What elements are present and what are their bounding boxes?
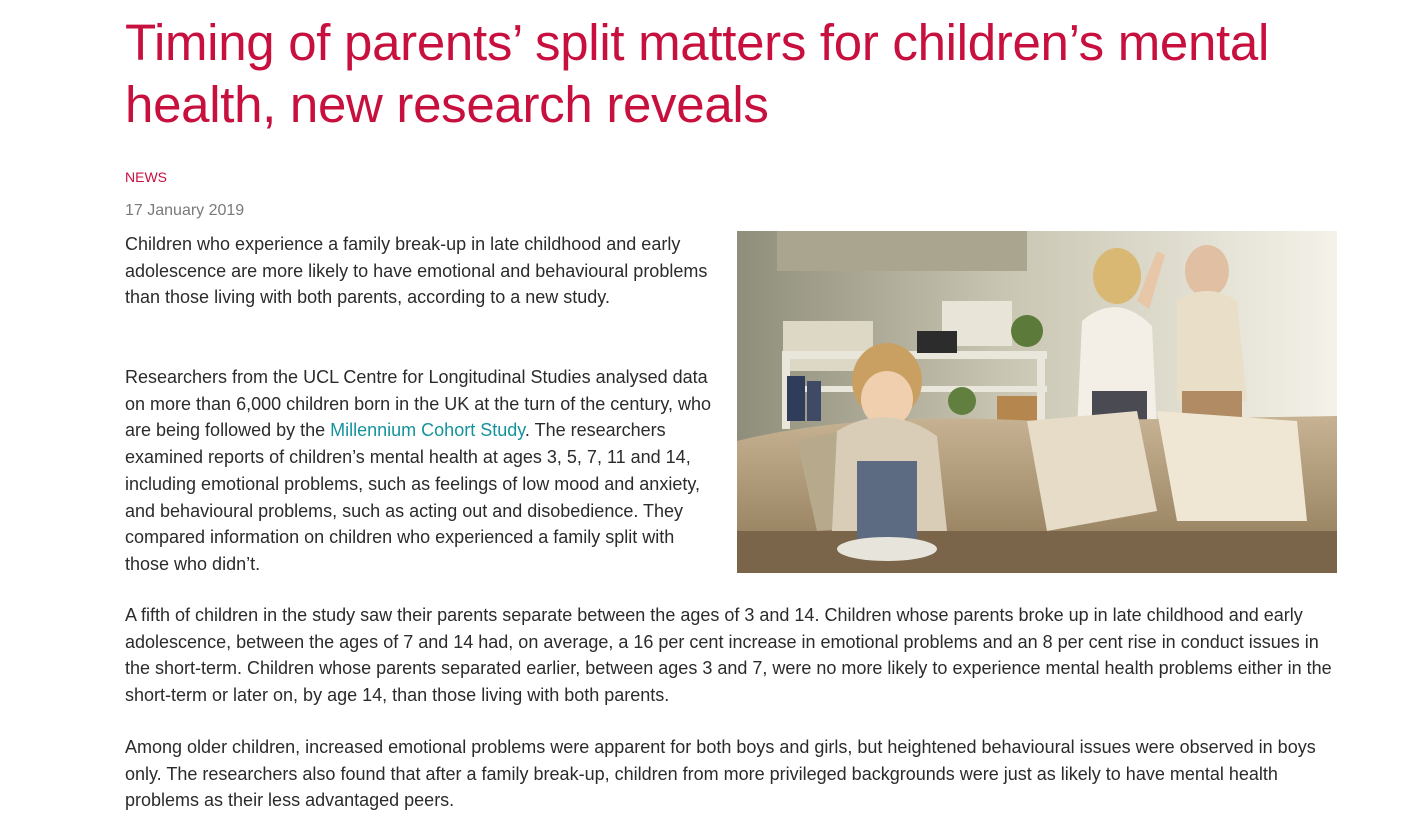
paragraph-older-children: Among older children, increased emotional problems were apparent for both boys and girls, but heightened behavioural issues were observed in boys only. The researchers also found that after a family break-up, children from more privileged backgrounds were just as likely to have mental health problems as their less advantaged peers. (125, 737, 1316, 811)
millennium-cohort-study-link[interactable]: Millennium Cohort Study (330, 420, 525, 441)
category-label[interactable]: NEWS (125, 169, 167, 185)
paragraph-intro: Children who experience a family break-up in late childhood and early adolescence are more likely to have emotional and behavioural problems than those living with both parents, according to a new study. (125, 234, 708, 308)
family-argument-photo (737, 231, 1337, 573)
paragraph-text: . The researchers examined reports of children’s mental health at ages 3, 5, 7, 11 and 14, including emotional problems, such as feelings of low mood and anxiety, and behavioural problems, such as acting out and disobedience. They compared information on children who experienced a family split with those who didn’t. (125, 420, 700, 574)
paragraph-researchers (125, 364, 715, 578)
article-title: Timing of parents’ split matters for children’s mental health, new research reveals (125, 14, 1270, 133)
paragraph-findings: A fifth of children in the study saw their parents separate between the ages of 3 and 14. Children whose parents broke up in late childhood and early adolescence, between the ages of 7 and 14 had, on average, a 16 per cent increase in emotional problems and an 8 per cent rise in conduct issues in the short-term. Children whose parents separated earlier, between ages 3 and 7, were no more likely to experience mental health problems either in the short-term or later on, by age 14, than those living with both parents. (125, 605, 1332, 706)
publish-date: 17 January 2019 (125, 202, 245, 219)
paragraph-text: Researchers from the UCL Centre for Longitudinal Studies analysed data on more than 6,000 children born in the UK at the turn of the century, who are being followed by the (125, 367, 712, 441)
article-photo (737, 231, 1337, 573)
